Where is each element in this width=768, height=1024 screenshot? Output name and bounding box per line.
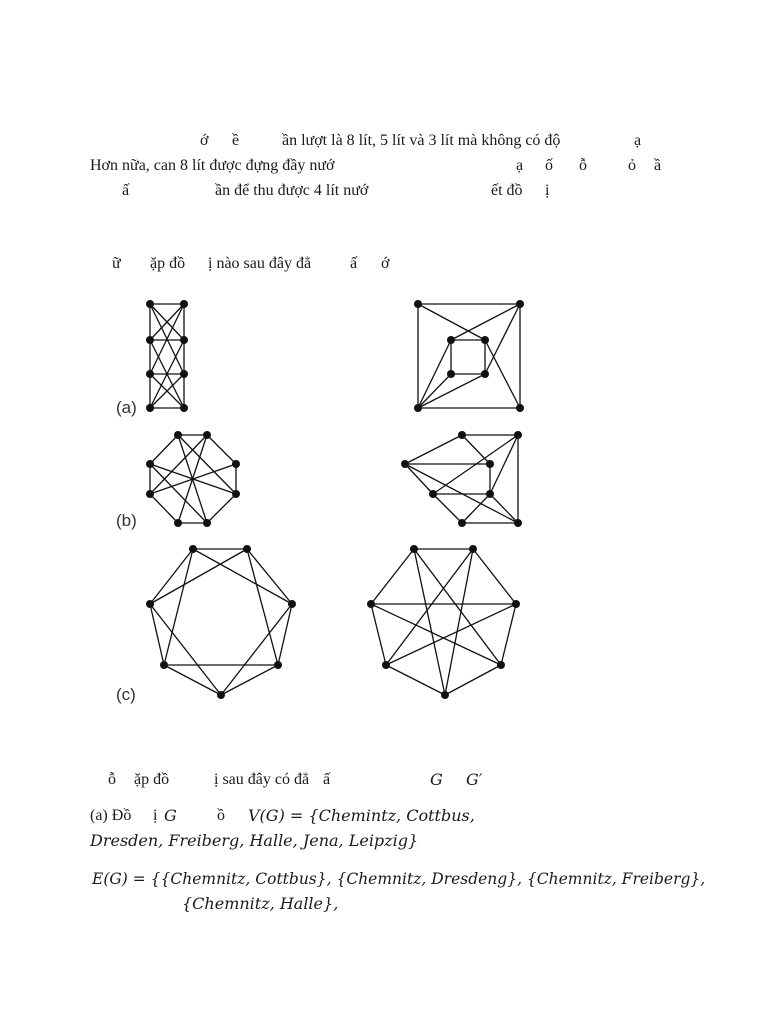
part-a-frag: ị [153,807,158,824]
vertex-set-cont: Dresden, Freiberg, Halle, Jena, Leipzig} [90,831,419,850]
question-frag: ấ [350,255,358,272]
question-frag: ặp đồ [134,771,170,788]
question-frag: ỗ [108,771,116,788]
figure-label-a: (a) [116,398,137,417]
question-frag: ớ [381,255,390,272]
graph-symbol-g-prime: G′ [466,770,483,789]
part-a-label: (a) Đồ [90,807,132,824]
intro-frag: ớ [200,132,209,149]
intro-frag: ị [545,182,550,199]
intro-frag: Hơn nữa, can 8 lít được đựng đầy nướ [90,157,335,174]
figure-label-c: (c) [116,685,136,704]
figure-label-b: (b) [116,511,137,530]
intro-frag: ỗ [579,157,587,174]
intro-frag: ần lượt là 8 lít, 5 lít và 3 lít mà không có độ [282,132,561,149]
intro-frag: ấ [122,182,130,199]
intro-frag: ạ [634,132,642,149]
intro-frag: ầ [654,157,662,174]
question-frag: ữ [112,255,121,272]
part-a-frag: ồ [217,807,225,824]
vertex-set: V(G) = {Chemintz, Cottbus, [248,806,475,825]
intro-frag: ần để thu được 4 lít nướ [215,182,369,199]
graph-symbol-g: G [430,770,443,789]
question-frag: ị nào sau đây đẳ [208,255,312,272]
intro-frag: ạ [516,157,524,174]
intro-frag: ỏ [628,157,636,174]
intro-frag: ề [232,132,240,149]
intro-frag: ết đồ [491,182,523,199]
question-frag: ị sau đây có đẳ [214,771,310,788]
intro-frag: ố [545,157,553,174]
edge-set-cont: {Chemnitz, Halle}, [182,894,339,913]
part-a-g: G [164,806,177,825]
edge-set: E(G) = {{Chemnitz, Cottbus}, {Chemnitz, Dresdeng}, {Chemnitz, Freiberg}, [92,870,706,888]
question-frag: ặp đồ [150,255,186,272]
question-frag: ấ [323,771,331,788]
